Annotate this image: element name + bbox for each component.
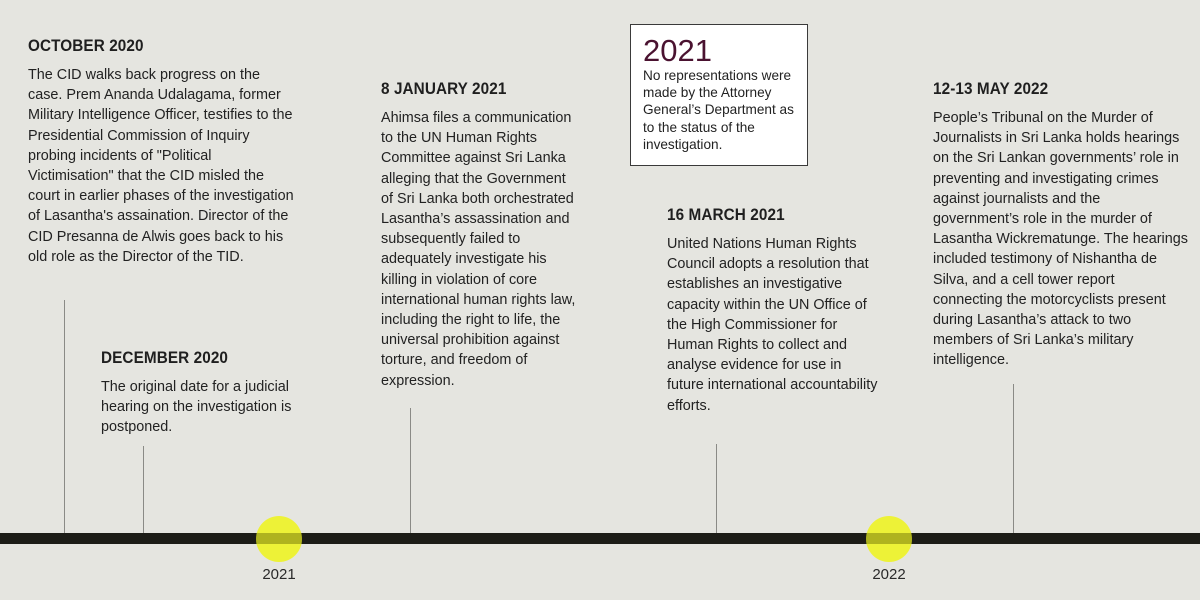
connector-december-2020	[143, 446, 144, 534]
event-8-january-2021	[381, 79, 581, 391]
year-marker-2021	[256, 516, 302, 562]
year-marker-2022	[866, 516, 912, 562]
event-december-2020	[101, 348, 323, 438]
event-description: People’s Tribunal on the Murder of Journalists in Sri Lanka holds hearings on the Sri Lankan governments’ role in preventing and investigating crimes against journalists and the government’s role in the murder of Lasantha Wickrematunge. The hearings included testimony of Nishantha de Silva, and a cell tower report connecting the motorcyclists present during Lasantha’s attack to two members of Sri Lanka’s military intelligence.	[933, 110, 1188, 369]
event-description: The CID walks back progress on the case. Prem Ananda Udalagama, former Military Intelligence Officer, testifies to the Presidential Commission of Inquiry probing incidents of "Political Victimisation" that the CID misled the court in earlier phases of the investigation of Lasantha's assaination. Director of the CID Presanna de Alwis goes back to his old role as the Director of the TID.	[28, 67, 294, 265]
event-description: United Nations Human Rights Council adopts a resolution that establishes an investigative capacity within the UN Office of the High Commissioner for Human Rights to collect and analyse evidence for use in future international accountability efforts.	[667, 236, 878, 414]
connector-october-2020	[64, 300, 65, 534]
event-date: 12-13 MAY 2022	[933, 79, 1049, 98]
callout-text: No representations were made by the Attorney General’s Department as to the status of the investigation.	[643, 68, 794, 152]
event-description: The original date for a judicial hearing on the investigation is postponed.	[101, 379, 292, 436]
connector-16-march-2021	[716, 444, 717, 534]
callout-box-2021	[630, 24, 808, 166]
event-16-march-2021	[667, 205, 879, 416]
event-date: 8 JANUARY 2021	[381, 79, 507, 98]
event-description: Ahimsa files a communication to the UN Human Rights Committee against Sri Lanka alleging that the Government of Sri Lanka both orchestrated Lasantha’s assassination and subsequently failed to adequately investigate his killing in violation of core international human rights law, including the right to life, the universal prohibition against torture, and freedom of expression.	[381, 110, 576, 389]
event-date: OCTOBER 2020	[28, 36, 144, 55]
event-date: DECEMBER 2020	[101, 348, 229, 367]
event-12-13-may-2022	[933, 79, 1188, 371]
year-label-2022: 2022	[872, 566, 906, 583]
event-october-2020	[28, 36, 296, 267]
timeline-axis	[0, 533, 1200, 544]
callout-year: 2021	[643, 33, 712, 68]
event-date: 16 MARCH 2021	[667, 205, 785, 224]
connector-12-13-may-2022	[1013, 384, 1014, 534]
connector-8-january-2021	[410, 408, 411, 534]
year-label-2021: 2021	[262, 566, 296, 583]
